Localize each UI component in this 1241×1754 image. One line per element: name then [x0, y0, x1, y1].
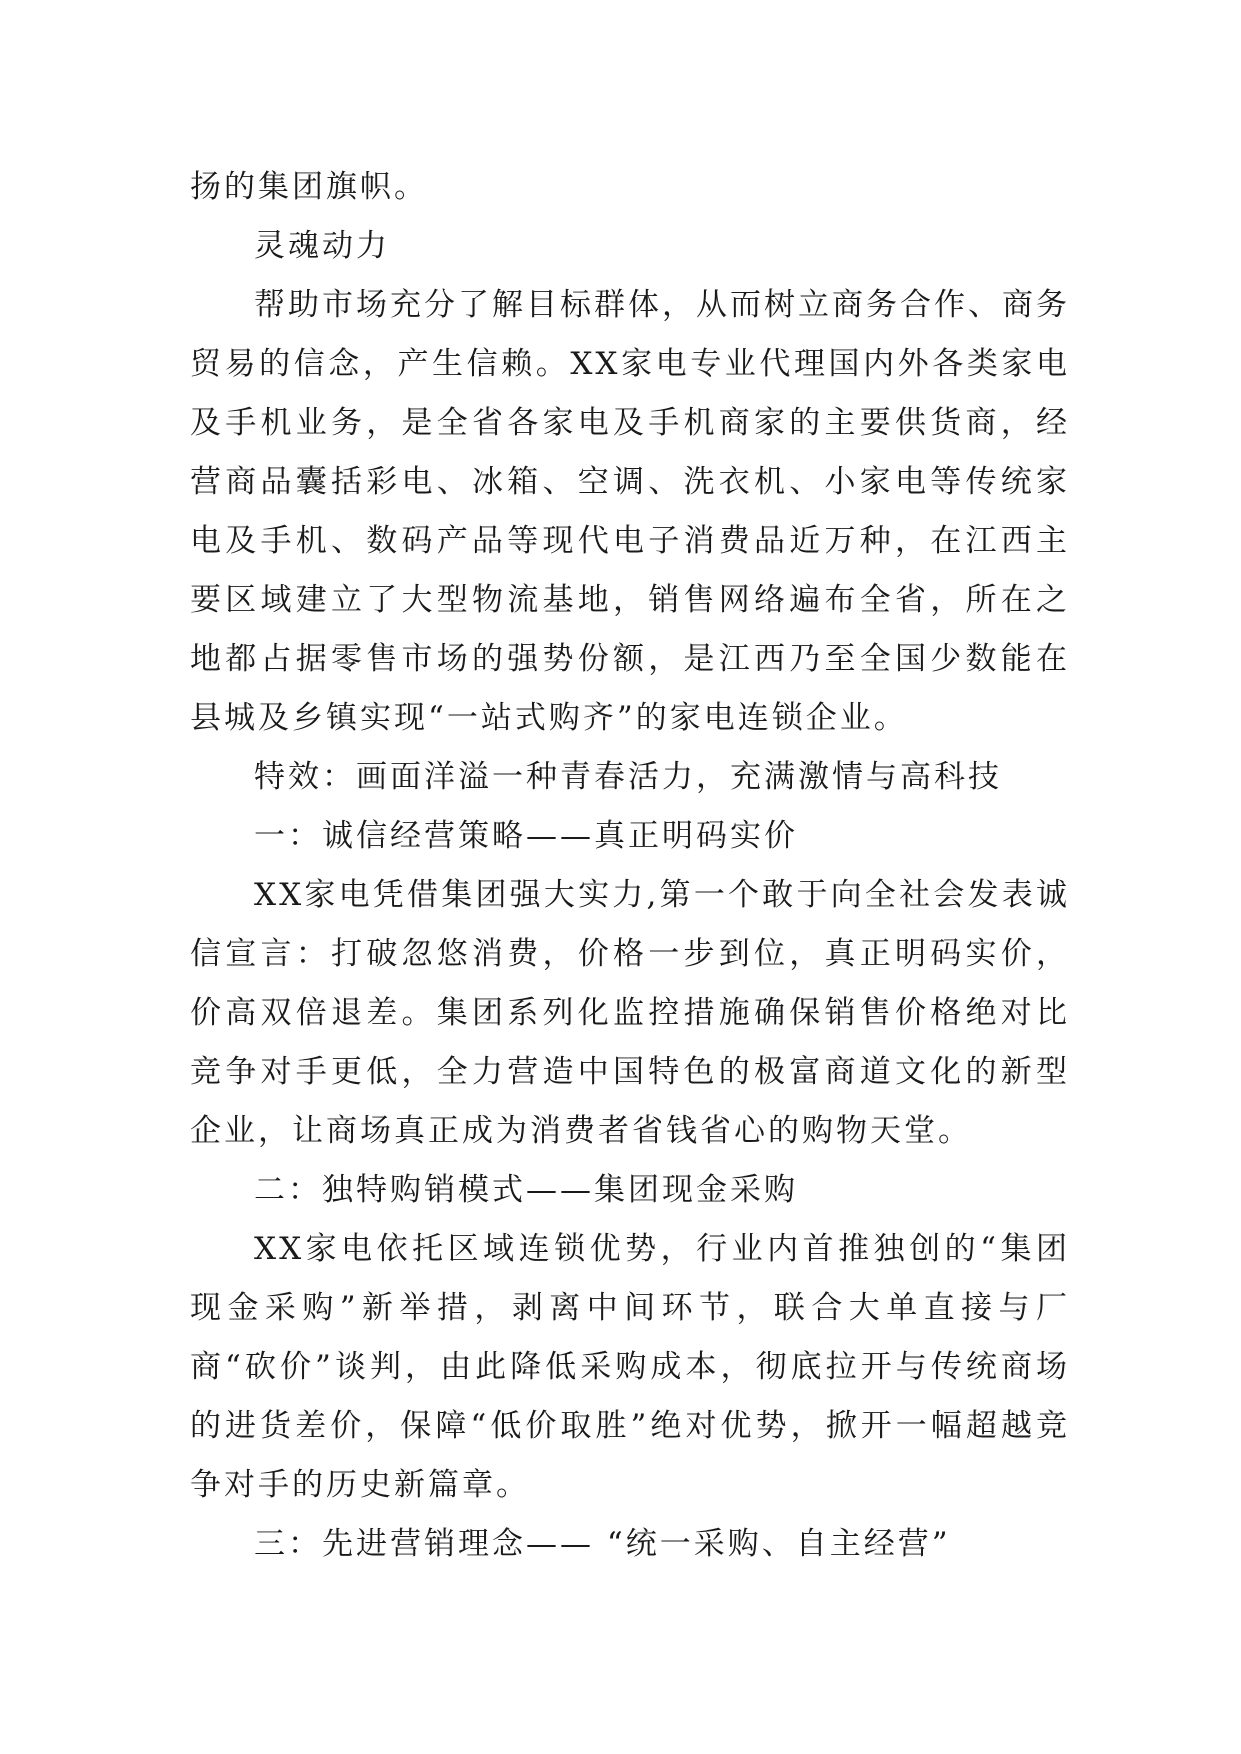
section-heading-strategy-three: 三：先进营销理念—— “统一采购、自主经营”	[254, 1526, 951, 1562]
paragraph-procurement: XX家电依托区域连锁优势，行业内首推独创的“集团现金采购”新举措，剥离中间环节，联合大单直接与厂商“砍价”谈判，由此降低采购成本，彻底拉开与传统商场的进货差价，保障“低价取胜”绝对优势，掀开一幅超越竞争对手的历史新篇章。	[190, 1231, 1070, 1503]
paragraph-continuation: 扬的集团旗帜。	[190, 169, 428, 205]
paragraph-company-intro: 帮助市场充分了解目标群体，从而树立商务合作、商务贸易的信念，产生信赖。XX家电专业代理国内外各类家电及手机业务，是全省各家电及手机商家的主要供货商，经营商品囊括彩电、冰箱、空调、洗衣机、小家电等传统家电及手机、数码产品等现代电子消费品近万种，在江西主要区域建立了大型物流基地，销售网络遍布全省，所在之地都占据零售市场的强势份额，是江西乃至全国少数能在县城及乡镇实现“一站式购齐”的家电连锁企业。	[190, 287, 1070, 736]
section-heading-strategy-one: 一：诚信经营策略——真正明码实价	[254, 818, 798, 854]
paragraph-integrity: XX家电凭借集团强大实力,第一个敢于向全社会发表诚信宣言：打破忽悠消费，价格一步到位，真正明码实价，价高双倍退差。集团系列化监控措施确保销售价格绝对比竞争对手更低，全力营造中国特色的极富商道文化的新型企业，让商场真正成为消费者省钱省心的购物天堂。	[190, 877, 1070, 1149]
section-heading-effects: 特效：画面洋溢一种青春活力，充满激情与高科技	[254, 759, 1002, 795]
section-heading-soul-power: 灵魂动力	[254, 228, 390, 264]
document-body	[190, 158, 1070, 1574]
section-heading-strategy-two: 二：独特购销模式——集团现金采购	[254, 1172, 798, 1208]
